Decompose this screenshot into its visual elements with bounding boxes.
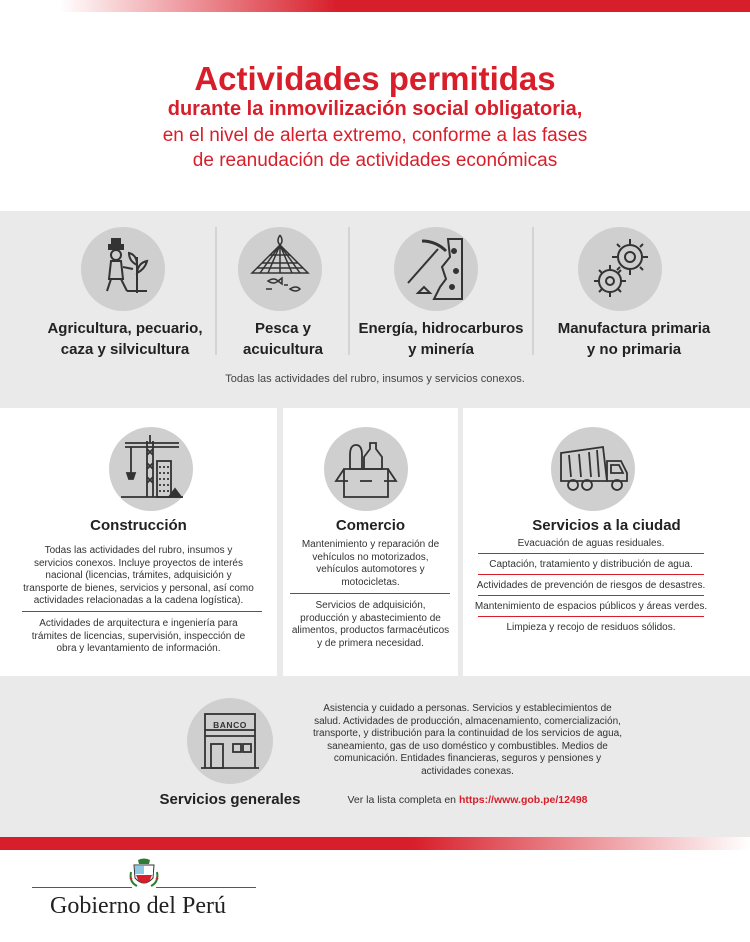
page-subtitle-line4: de reanudación de actividades económicas bbox=[192, 150, 558, 171]
ciudad-item: Actividades de prevención de riesgos de desastres. bbox=[476, 580, 706, 591]
bank-icon bbox=[187, 698, 273, 784]
comercio-text-a: Mantenimiento y reparación de vehículos no motorizados, vehículos automotores y motocicletas. bbox=[301, 539, 440, 588]
top-accent-bar bbox=[0, 0, 750, 12]
sector-pesca-label: Pesca y acuicultura bbox=[242, 320, 324, 358]
pickaxe-mining-icon bbox=[394, 227, 478, 311]
full-list-prefix: Ver la lista completa en bbox=[347, 794, 459, 806]
sector-manufactura-label: Manufactura primaria y no primaria bbox=[557, 320, 711, 358]
coat-of-arms-icon bbox=[129, 858, 159, 890]
ciudad-item: Captación, tratamiento y distribución de agua. bbox=[489, 559, 693, 570]
construction-crane-icon bbox=[109, 427, 193, 511]
generales-title: Servicios generales bbox=[159, 791, 301, 808]
full-list-link[interactable]: https://www.gob.pe/12498 bbox=[458, 794, 588, 806]
farmer-plant-icon bbox=[81, 227, 165, 311]
separator-line bbox=[478, 553, 704, 554]
construccion-text-a: Todas las actividades del rubro, insumos y servicios conexos. Incluye proyectos de interés nacional (licencias, trámites, adquisición y transporte de bienes, servicios y personal, así como actividades relacionadas a la cadena logística). bbox=[23, 545, 254, 606]
separator-line bbox=[478, 616, 704, 617]
separator-line bbox=[22, 611, 262, 612]
ciudad-item: Mantenimiento de espacios públicos y áreas verdes. bbox=[474, 601, 708, 612]
ciudad-title: Servicios a la ciudad bbox=[532, 517, 681, 534]
garbage-truck-icon bbox=[551, 427, 635, 511]
footer-rule-right bbox=[156, 887, 256, 888]
page-title: Actividades permitidas bbox=[194, 60, 556, 97]
separator-line bbox=[290, 593, 450, 594]
ciudad-item: Limpieza y recojo de residuos sólidos. bbox=[506, 622, 676, 633]
fishing-net-icon bbox=[238, 227, 322, 311]
ciudad-item: Evacuación de aguas residuales. bbox=[517, 538, 665, 549]
full-list-line bbox=[305, 794, 630, 807]
comercio-text-b: Servicios de adquisición, producción y abastecimiento de alimentos, productos farmacéuticos y de primera necesidad. bbox=[291, 600, 450, 649]
grocery-box-icon bbox=[324, 427, 408, 511]
sector-agricultura-label: Agricultura, pecuario, caza y silvicultura bbox=[47, 320, 203, 358]
construccion-text-b: Actividades de arquitectura e ingeniería para trámites de licencias, supervisión, inspección de obra y levantamiento de información. bbox=[31, 618, 246, 654]
bottom-accent-bar bbox=[0, 837, 750, 850]
separator-line bbox=[478, 595, 704, 596]
comercio-title: Comercio bbox=[335, 517, 406, 534]
page-subtitle: durante la inmovilización social obligatoria, bbox=[167, 98, 583, 120]
construccion-title: Construcción bbox=[90, 517, 187, 534]
sectors-note: Todas las actividades del rubro, insumos y servicios conexos. bbox=[225, 373, 525, 385]
page-subtitle-line3: en el nivel de alerta extremo, conforme a las fases bbox=[162, 125, 588, 146]
sector-energia-label: Energía, hidrocarburos y minería bbox=[358, 320, 524, 358]
footer-rule-left bbox=[32, 887, 132, 888]
gears-icon bbox=[578, 227, 662, 311]
generales-text: Asistencia y cuidado a personas. Servicios y establecimientos de salud. Actividades de producción, almacenamiento, comercialización, transporte, y distribución para la continuidad de los servicios de agua, saneamiento, gas de uso doméstico y combustibles. Medios de comunicación. Entidades financieras, seguros y pensiones y actividades conexas. bbox=[312, 703, 623, 777]
separator-line bbox=[478, 574, 704, 575]
bank-sign-label: BANCO bbox=[213, 720, 247, 730]
gobierno-del-peru-wordmark: Gobierno del Perú bbox=[50, 893, 226, 919]
